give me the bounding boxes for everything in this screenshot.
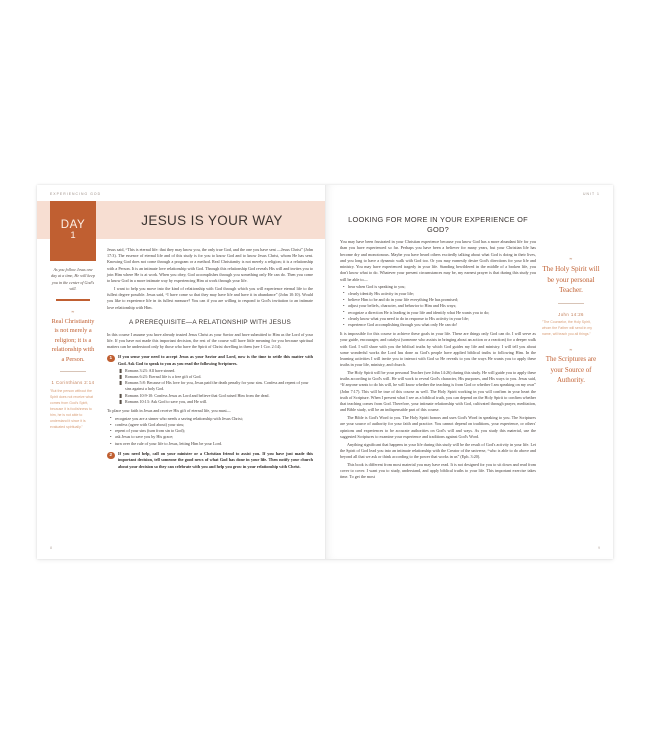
running-head-left: EXPERIENCING GOD — [50, 192, 102, 196]
left-page — [37, 185, 325, 559]
thin-rule — [60, 371, 86, 372]
ornament-icon: ❧ — [569, 347, 573, 353]
goals-list — [340, 284, 536, 328]
opening-paragraph: Jesus said, “This is eternal life: that they may know you, the only true God, and the one you have sent —Jesus Christ” (John 17:3). The essence of eternal life and of this study is for you to know God and to know Jesus Christ, whom He has sent. Knowing God does not come through a program or a method. Real Christianity is not merely a religion; it is a relationship with a Person. It is an intimate love relationship with God. Through this relationship God reveals His will and invites you to join Him where He is at work. When you obey, God accomplishes through you something only He can do. Then you come to know God in a more intimate way by experiencing Him at work through your life. — [107, 247, 313, 284]
list-item[interactable]: ❚ Romans 3:23: All have sinned. — [118, 368, 313, 374]
section-heading: A PREREQUISITE—A RELATIONSHIP WITH JESUS — [128, 318, 292, 326]
paragraph-5: Anything significant that happens in your life during this study will be the result of God's activity in your life. Let the Spirit of God lead you into an intimate relationship with the Creator of the universe, “who is able to do above and beyond all that we ask or think according to the power that works in us” (Eph. 3:20). — [340, 441, 536, 460]
left-body-column — [107, 247, 313, 473]
list-item: • experience God accomplishing through you what only He can do! — [340, 322, 536, 328]
page-gutter-seam — [325, 185, 326, 559]
activity-2-lead: If you need help, call on your minister or a Christian friend to assist you. If you have just made this important decision, tell someone the good news of what God has done in your life. Then notify your church about your decision so they can celebrate with you and help you grow in your relationship with Christ. — [118, 451, 313, 469]
paragraph-6: This book is different from most material you may have read. It is not designed for you to sit down and read from cover to cover. I want you to study, understand, and apply biblical truths to your life. This important exercise takes time. To get the most — [340, 461, 536, 480]
list-item[interactable]: ❚ Romans 10:13: Ask God to save you, and He will. — [118, 399, 313, 405]
day-badge — [50, 201, 96, 261]
day-number: 1 — [70, 230, 76, 242]
folio-left: 8 — [50, 546, 52, 550]
list-item: • recognize a direction He is leading in your life and identify what He wants you to do; — [340, 310, 536, 316]
activity-2 — [107, 451, 313, 470]
activity-1-number: 1 — [107, 355, 115, 363]
third-paragraph: In this course I assume you have already trusted Jesus Christ as your Savior and have submitted to Him as the Lord of your life. If you have not made this important decision, the rest of the course will have little meaning for you because spiritual matters can be understood only by those who have the Spirit of Christ dwelling in them (see 1 Cor. 2:14). — [107, 331, 313, 350]
right-body-column — [340, 215, 536, 482]
page-title: JESUS IS YOUR WAY — [141, 212, 283, 228]
strapline: As you follow Jesus one day at a time, He will keep you in the center of God's will. — [51, 267, 95, 292]
list-item: • believe Him to be and do in your life everything He has promised; — [340, 297, 536, 303]
scripture-reference: 1 Corinthians 2:14 — [51, 380, 95, 386]
right-page-heading: LOOKING FOR MORE IN YOUR EXPERIENCE OF GOD? — [348, 215, 528, 234]
left-margin-column — [50, 267, 96, 430]
activity-1-lead: If you sense your need to accept Jesus as your Savior and Lord, now is the time to settle this matter with God. Ask God to speak to you as you read the following Scriptures. — [118, 354, 313, 366]
scripture-text: "But the person without the Spirit does not receive what comes from God's Spirit, because it is foolishness to him, he is not able to understand it since it is evaluated spiritually." — [50, 388, 93, 429]
right-margin-rail — [542, 257, 600, 386]
faith-intro: To place your faith in Jesus and receive His gift of eternal life, you must— — [107, 407, 231, 413]
book-spread — [37, 185, 613, 559]
ornament-icon: ❧ — [71, 308, 75, 314]
scripture-text: "The Counselor, the Holy Spirit, whom the Father will send in my name, will teach you all things." — [542, 320, 592, 337]
activity-1-list — [118, 368, 313, 405]
list-item: • clearly know what you need to do in response to His activity in your life; — [340, 316, 536, 322]
list-item: • adjust your beliefs, character, and behavior to Him and His ways; — [340, 303, 536, 309]
list-item: • recognize you are a sinner who needs a saving relationship with Jesus Christ; — [107, 416, 313, 422]
paragraph-2: It is impossible for this course to achieve these goals in your life. These are things only God can do. I will serve as your guide, encourager, and catalyst (someone who assists in bringing about an action or a reaction) for a deeper walk with God. I will share with you the biblical truths by which God guides my life and ministry. I will tell you about some wonderful works the Lord has done as God's people have applied biblical truths to following Him. In the learning activities I will invite you to interact with God so He reveals to you the ways He wants you to apply these truths in your life, ministry, and church. — [340, 331, 536, 368]
paragraph-3: The Holy Spirit will be your personal Teacher (see John 14:26) during this study. He will guide you to apply these truths according to God's will. He will work to reveal God's character, His purposes, and His ways to you. Jesus said, “If anyone wants to do his will, he will know whether the teaching is from God or whether I am speaking on my own” (John 7:17). This will be true of this course as well. The Holy Spirit working in you will confirm in your heart the truth of Scripture. When I present what I see as a biblical truth, you can depend on the Holy Spirit to confirm whether that teaching comes from God. Therefore, your intimate relationship with God, cultivated through prayer, meditation, and Bible study, will be an indispensable part of this course. — [340, 369, 536, 413]
list-item: • repent of your sins (turn from sin to God); — [107, 428, 313, 434]
scripture-reference: John 14:26 — [558, 311, 584, 317]
running-head-right: UNIT 1 — [583, 192, 600, 196]
activity-2-number: 2 — [107, 452, 115, 460]
list-item[interactable]: ❚ Romans 6:23: Eternal life is a free gift of God. — [118, 374, 313, 380]
pull-quote-scriptures: The Scriptures are your Source of Authority. — [545, 356, 597, 384]
pull-quote: Real Christianity is not merely a religion; it is a relationship with a Person. — [51, 317, 95, 363]
folio-right: 9 — [598, 546, 600, 550]
paragraph-4: The Bible is God's Word to you. The Holy Spirit honors and uses God's Word in speaking to you. The Scriptures are your source of authority for your faith and practice. You cannot depend on traditions, your experience, or others' opinions and experiences to be accurate authorities on God's will and ways. As you study this material, use the suggested Scriptures to examine your experience and traditions against God's Word. — [340, 415, 536, 439]
list-item[interactable]: ❚ Romans 5:8: Because of His love for you, Jesus paid the death penalty for your sins. Confess and repent of your sins against a holy God. — [118, 380, 313, 392]
faith-steps-list — [107, 416, 313, 448]
pull-quote-holy-spirit: The Holy Spirit will be your personal Teacher. — [542, 265, 600, 295]
ornament-icon: ❧ — [569, 256, 573, 261]
paragraph-1: You may have been frustrated in your Christian experience because you know God has a more abundant life for you than you have experienced so far. Perhaps you have been a believer for many years, but your Christian life has become dry and monotonous. Maybe you have heard others excitedly talking about what God is doing in their lives, and you long to have a dynamic walk with God too. Or you may earnestly desire God's directions for your life and ministry. You may have experienced tragedy in your life. Standing bewildered in the middle of a broken life, you don't know what to do. Whatever your present circumstances may be, my earnest prayer is that during this study you will be able to— — [340, 239, 536, 282]
second-paragraph: I want to help you move into the kind of relationship with God through which you will experience eternal life to the fullest degree possible. Jesus said, “I have come so that they may have life and have it in abundance” (John 10:10). Would you like to experience life in its fullest measure? You can if you are willing to respond to God's invitation to an intimate love relationship with Him. — [107, 285, 313, 310]
list-item: • hear when God is speaking to you; — [340, 284, 536, 290]
list-item: • clearly identify His activity in your life; — [340, 291, 536, 297]
list-item: • ask Jesus to save you by His grace; — [107, 434, 313, 440]
list-item: • turn over the rule of your life to Jesus, letting Him be your Lord. — [107, 441, 313, 447]
thin-rule — [558, 303, 584, 304]
list-item[interactable]: ❚ Romans 10:9-10: Confess Jesus as Lord and believe that God raised Him from the dead. — [118, 393, 313, 399]
right-page — [325, 185, 613, 559]
activity-1 — [107, 354, 313, 404]
day-word: DAY — [60, 218, 86, 231]
accent-rule — [56, 299, 90, 300]
list-item: • confess (agree with God about) your sins; — [107, 422, 313, 428]
